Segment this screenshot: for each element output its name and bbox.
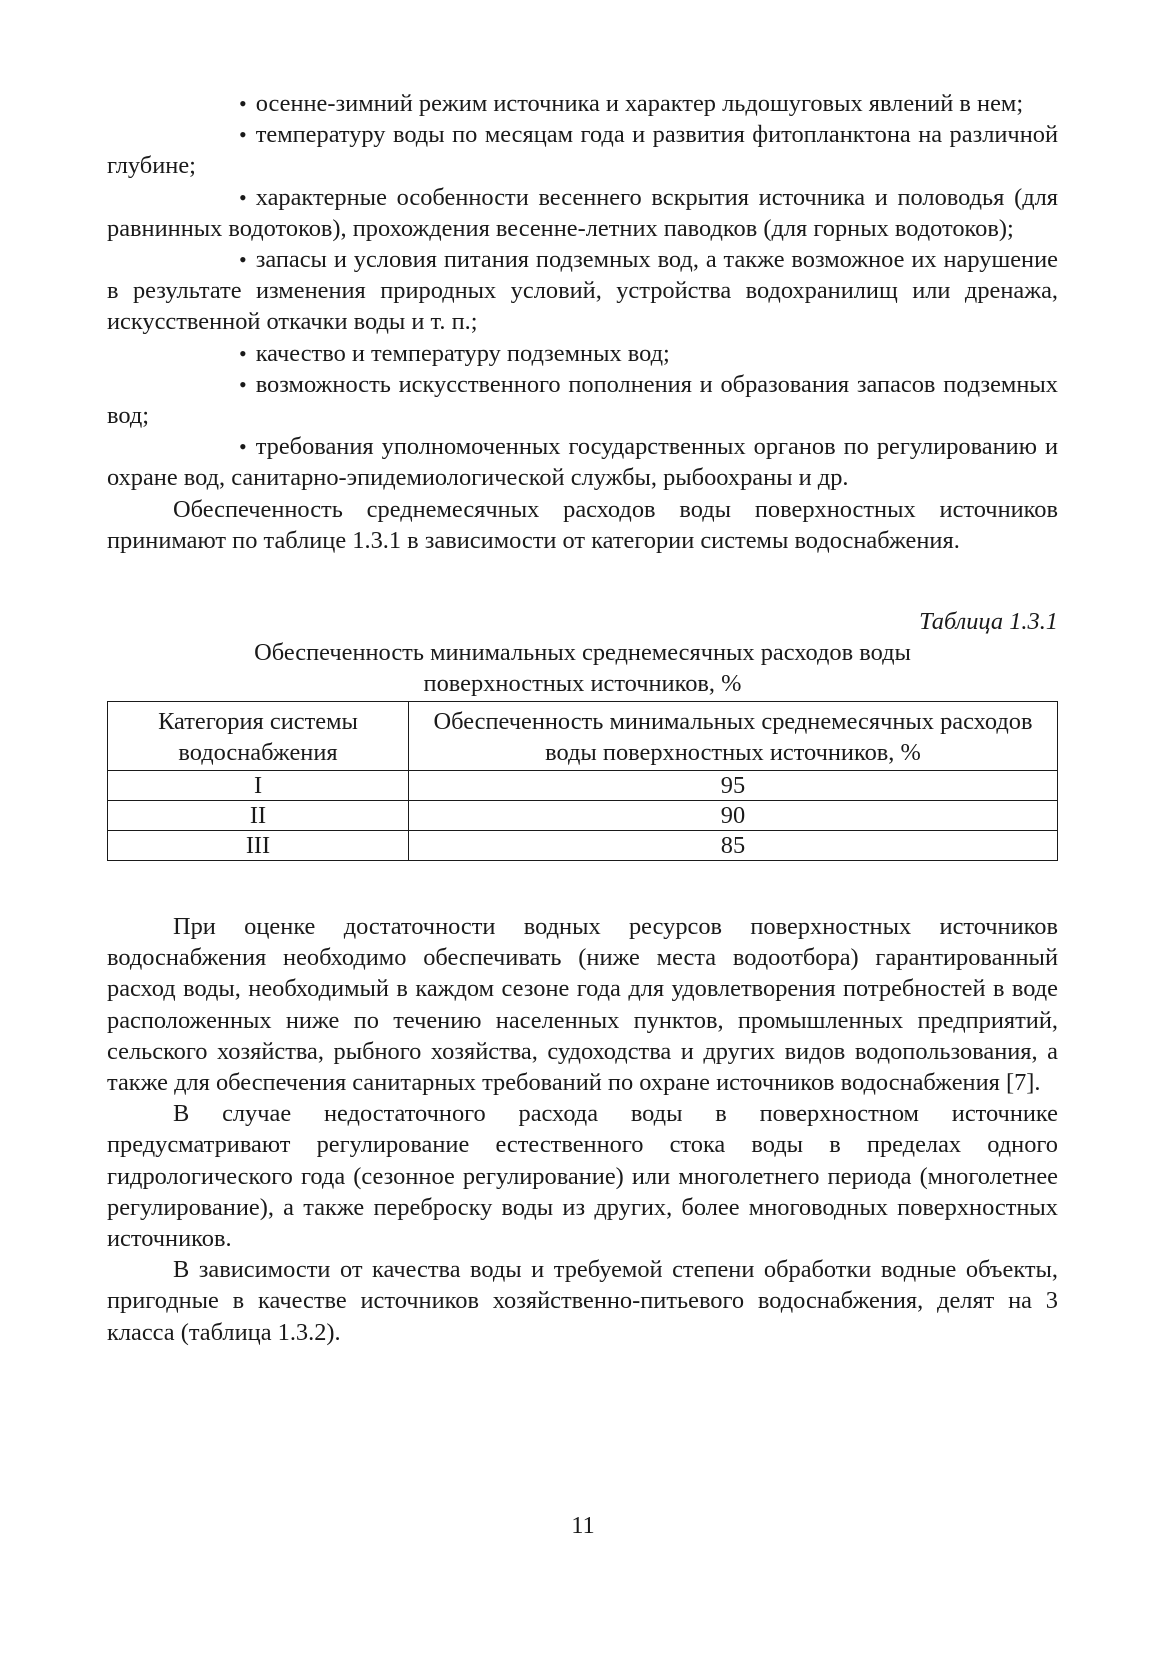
bullet-icon: • (239, 122, 247, 148)
table-cell-category: I (108, 771, 409, 801)
table-title: Обеспеченность минимальных среднемесячных расходов воды поверхностных источников, % (254, 639, 911, 698)
list-item: • качество и температуру подземных вод; (107, 338, 1058, 369)
column-header-supply: Обеспеченность минимальных среднемесячных расходов воды поверхностных источников, % (409, 702, 1058, 771)
paragraph: В случае недостаточного расхода воды в поверхностном источнике предусматривают регулирование естественного стока воды в пределах одного гидрологического года (сезонное регулирование) или многолетнего периода (многолетнее регулирование), а также переброску воды из других, более многоводных поверхностных источников. (107, 1100, 1058, 1253)
list-item: • запасы и условия питания подземных вод, а также возможное их нарушение в результате изменения природных условий, устройства водохранилищ или дренажа, искусственной откачки воды и т. п.; (107, 246, 1058, 336)
paragraph: При оценке достаточности водных ресурсов поверхностных источников водоснабжения необходимо обеспечивать (ниже места водоотбора) гарантированный расход воды, необходимый в каждом сезоне года для удовлетворения потребностей в воде расположенных ниже по течению населенных пунктов, промышленных предприятий, сельского хозяйства, рыбного хозяйства, судоходства и других видов водопользования, а также для обеспечения санитарных требований по охране источников водоснабжения [7]. (107, 913, 1058, 1097)
table-cell-value: 95 (409, 771, 1058, 801)
supply-table (107, 701, 1058, 861)
column-header-category: Категория системы водоснабжения (108, 702, 409, 771)
table-row (108, 831, 1058, 861)
table-cell-value: 85 (409, 831, 1058, 861)
table-row (108, 771, 1058, 801)
bullet-icon: • (239, 184, 247, 210)
bullet-list (107, 88, 1058, 494)
table-cell-category: III (108, 831, 409, 861)
bullet-icon: • (239, 371, 247, 397)
list-item: • требования уполномоченных государственных органов по регулированию и охране вод, санитарно-эпидемиологической службы, рыбоохраны и др. (107, 433, 1058, 492)
table-cell-value: 90 (409, 801, 1058, 831)
list-item: • температуру воды по месяцам года и развития фитопланктона на различной глубине; (107, 121, 1058, 180)
page-number: 11 (571, 1512, 595, 1539)
list-item: • характерные особенности весеннего вскрытия источника и половодья (для равнинных водотоков), прохождения весенне-летних паводков (для горных водотоков); (107, 183, 1058, 242)
list-item: • возможность искусственного пополнения и образования запасов подземных вод; (107, 370, 1058, 430)
page-content (107, 88, 1058, 1348)
table-header-row (108, 702, 1058, 771)
table-row (108, 801, 1058, 831)
list-item: • осенне-зимний режим источника и характер льдошуговых явлений в нем; (107, 88, 1058, 119)
table-label: Таблица 1.3.1 (919, 608, 1058, 636)
bullet-icon: • (239, 247, 247, 273)
bullet-icon: • (239, 434, 247, 460)
paragraph: В зависимости от качества воды и требуемой степени обработки водные объекты, пригодные в качестве источников хозяйственно-питьевого водоснабжения, делят на 3 класса (таблица 1.3.2). (107, 1256, 1058, 1346)
intro-paragraph: Обеспеченность среднемесячных расходов воды поверхностных источников принимают по таблице 1.3.1 в зависимости от категории системы водоснабжения. (107, 495, 1058, 554)
table-cell-category: II (108, 801, 409, 831)
bullet-icon: • (239, 340, 247, 366)
bullet-icon: • (239, 91, 247, 116)
body-text (107, 911, 1058, 1348)
